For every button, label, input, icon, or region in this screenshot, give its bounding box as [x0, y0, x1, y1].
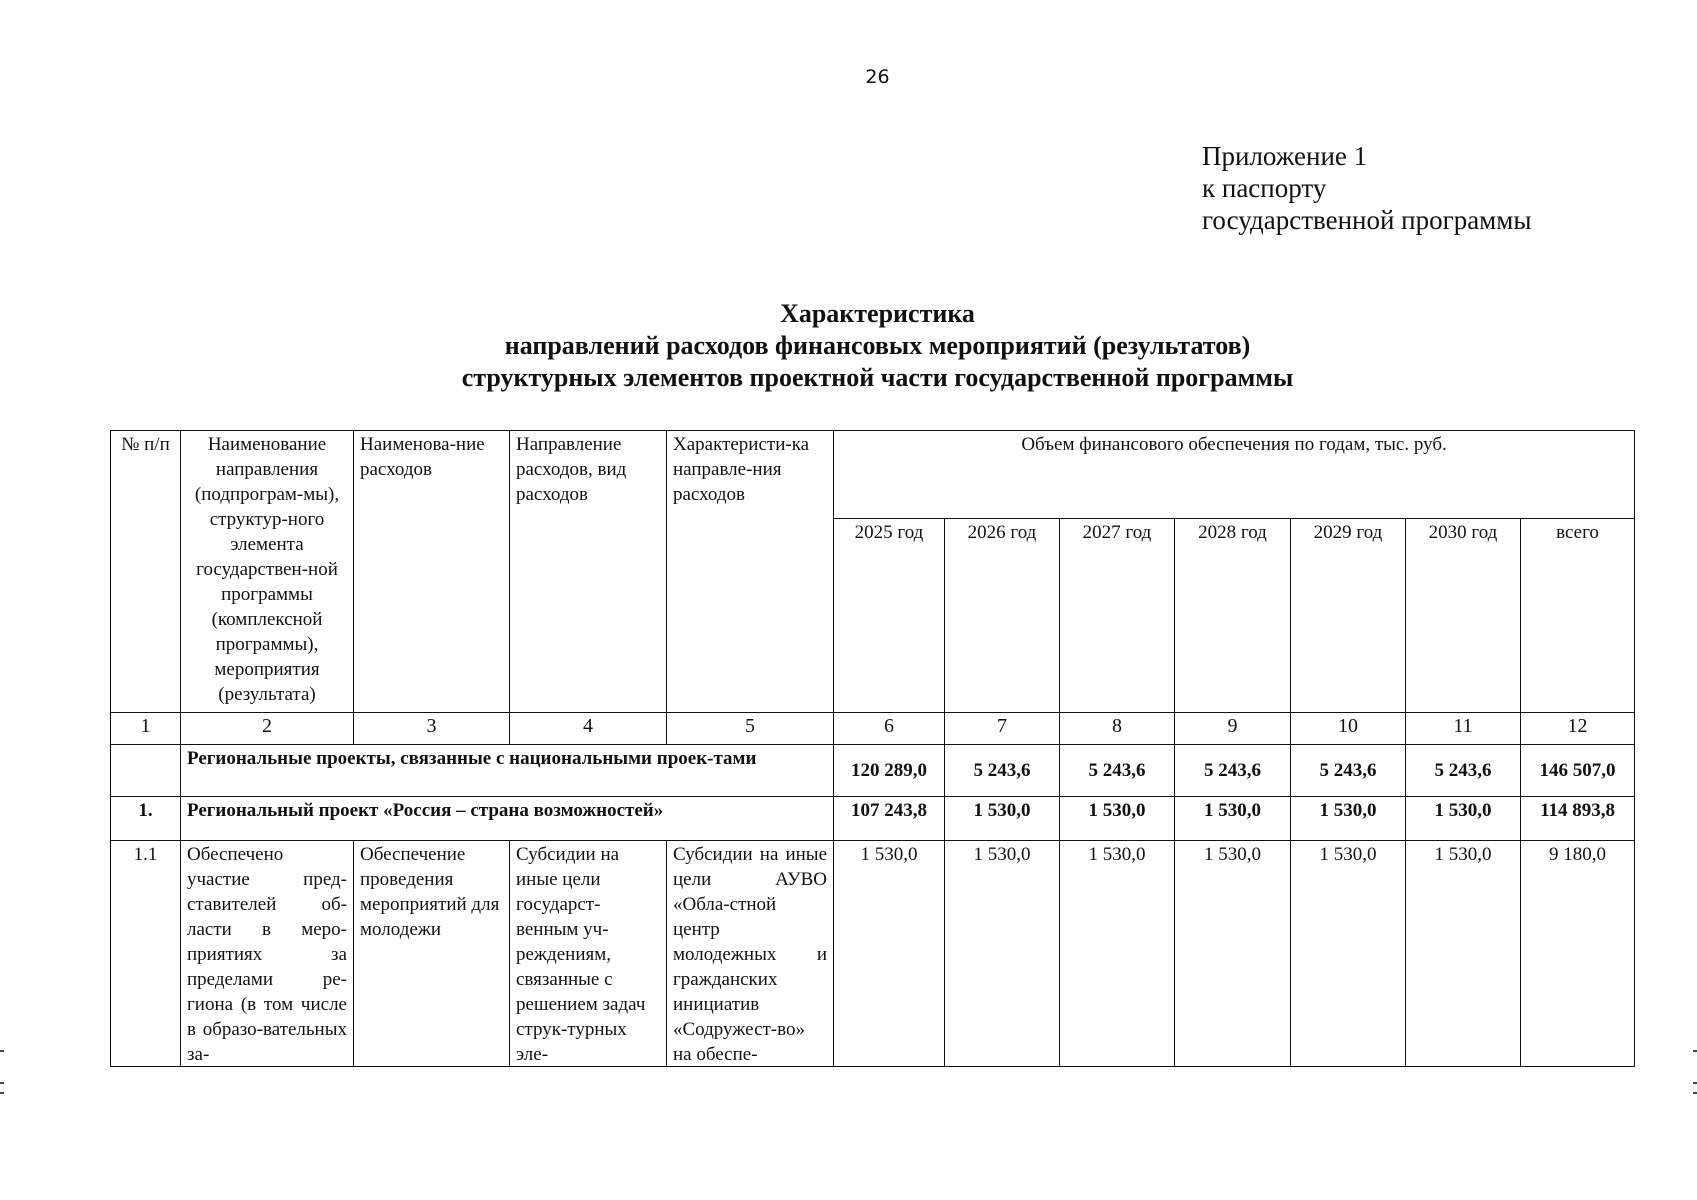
project-label: Региональный проект «Россия – страна возможностей»: [181, 797, 834, 841]
regional-value-2027: 5 243,6: [1060, 745, 1175, 797]
project-value-total: 114 893,8: [1521, 797, 1635, 841]
item-value-2027: 1 530,0: [1060, 841, 1175, 1067]
col-number: 11: [1406, 713, 1521, 745]
item-row: [111, 841, 1635, 1067]
appendix-note: [1202, 140, 1532, 236]
item-direction: Обеспечено участие пред-ставителей об-ласти в меро-приятиях за пределами ре-гиона (в том числе в образо-вательных за-: [187, 844, 347, 1064]
project-value-2029: 1 530,0: [1291, 797, 1406, 841]
col-number: 6: [834, 713, 945, 745]
col-number: 7: [945, 713, 1060, 745]
header-direction-name: Наименование направления (подпрограм-мы), структур-ного элемента государствен-ной программы (комплексной программы), мероприятия (результата): [181, 431, 354, 713]
column-numbers-row: [111, 713, 1635, 745]
header-expense-direction: Направление расходов, вид расходов: [510, 431, 667, 713]
scan-mark: [1693, 1050, 1697, 1052]
item-value-total: 9 180,0: [1521, 841, 1635, 1067]
title-line-3: структурных элементов проектной части государственной программы: [461, 363, 1294, 392]
col-number: 3: [354, 713, 510, 745]
scan-mark: [0, 1050, 4, 1052]
scan-mark: [1693, 1082, 1697, 1084]
regional-value-total: 146 507,0: [1521, 745, 1635, 797]
header-year-2030: 2030 год: [1406, 519, 1521, 713]
scan-mark: [1693, 1092, 1697, 1094]
item-characteristic: Субсидии на иные цели АУВО «Обла-стной центр молодежных и гражданских инициатив «Содружест-во» на обеспе-: [673, 844, 827, 1064]
col-number: 4: [510, 713, 667, 745]
item-value-2028: 1 530,0: [1175, 841, 1291, 1067]
page-number: 26: [865, 66, 890, 88]
appendix-line-2: к паспорту: [1202, 173, 1327, 203]
document-title: [390, 298, 1365, 394]
item-num: 1.1: [111, 841, 181, 1067]
project-value-2026: 1 530,0: [945, 797, 1060, 841]
project-value-2025: 107 243,8: [834, 797, 945, 841]
item-value-2026: 1 530,0: [945, 841, 1060, 1067]
item-value-2030: 1 530,0: [1406, 841, 1521, 1067]
item-expense-direction: Субсидии на иные цели государст-венным уч-реждениям, связанные с решением задач струк-турных эле-: [516, 844, 646, 1064]
header-year-2027: 2027 год: [1060, 519, 1175, 713]
item-value-2029: 1 530,0: [1291, 841, 1406, 1067]
item-characteristic-cell: [667, 841, 834, 1067]
header-num: № п/п: [111, 431, 181, 713]
header-year-2028: 2028 год: [1175, 519, 1291, 713]
col-number: 8: [1060, 713, 1175, 745]
col-number: 12: [1521, 713, 1635, 745]
col-number: 2: [181, 713, 354, 745]
header-expense-name: Наименова-ние расходов: [354, 431, 510, 713]
header-row: [111, 431, 1635, 519]
regional-value-2025: 120 289,0: [834, 745, 945, 797]
scan-mark: [0, 1092, 4, 1094]
project-value-2030: 1 530,0: [1406, 797, 1521, 841]
header-year-2029: 2029 год: [1291, 519, 1406, 713]
col-number: 1: [111, 713, 181, 745]
col-number: 10: [1291, 713, 1406, 745]
col-number: 9: [1175, 713, 1291, 745]
col-number: 5: [667, 713, 834, 745]
regional-value-2026: 5 243,6: [945, 745, 1060, 797]
item-value-2025: 1 530,0: [834, 841, 945, 1067]
title-line-2: направлений расходов финансовых мероприятий (результатов): [504, 331, 1251, 360]
regional-value-2028: 5 243,6: [1175, 745, 1291, 797]
expenses-table: [110, 430, 1635, 1067]
regional-value-2030: 5 243,6: [1406, 745, 1521, 797]
item-direction-cell: [181, 841, 354, 1067]
title-line-1: Характеристика: [780, 299, 975, 328]
scan-mark: [0, 1082, 4, 1084]
header-funding: Объем финансового обеспечения по годам, тыс. руб.: [834, 431, 1635, 519]
project-value-2028: 1 530,0: [1175, 797, 1291, 841]
project-value-2027: 1 530,0: [1060, 797, 1175, 841]
regional-projects-label: Региональные проекты, связанные с национальными проек-тами: [181, 745, 834, 797]
item-expense-direction-cell: [510, 841, 667, 1067]
header-characteristic: Характеристи-ка направле-ния расходов: [667, 431, 834, 713]
item-expense-name-cell: [354, 841, 510, 1067]
project-num: 1.: [111, 797, 181, 841]
header-year-2026: 2026 год: [945, 519, 1060, 713]
item-expense-name: Обеспечение проведения мероприятий для молодежи: [360, 844, 500, 940]
project-row: [111, 797, 1635, 841]
appendix-line-1: Приложение 1: [1202, 141, 1368, 171]
appendix-line-3: государственной программы: [1202, 205, 1532, 235]
header-total: всего: [1521, 519, 1635, 713]
regional-num-cell: [111, 745, 181, 797]
header-year-2025: 2025 год: [834, 519, 945, 713]
regional-value-2029: 5 243,6: [1291, 745, 1406, 797]
regional-projects-row: [111, 745, 1635, 797]
